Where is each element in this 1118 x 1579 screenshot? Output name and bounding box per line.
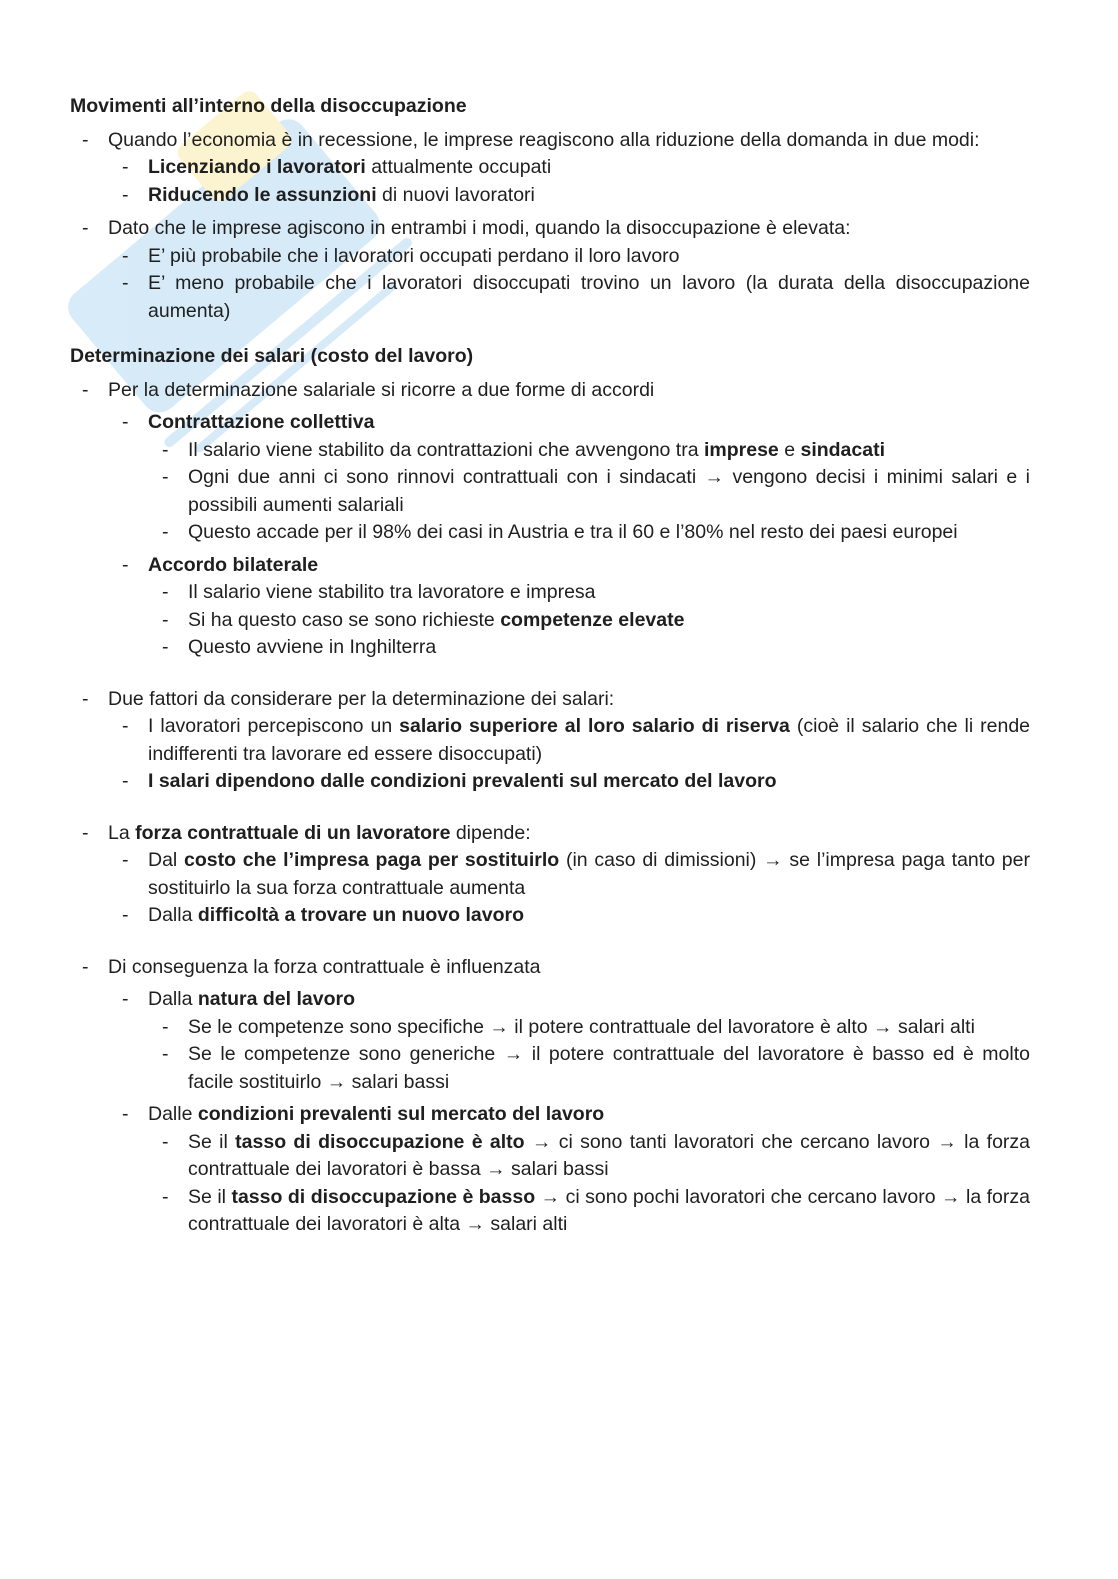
section-heading: Movimenti all’interno della disoccupazione — [70, 95, 467, 117]
item-text: Il salario viene stabilito da contrattazioni che avvengono tra — [188, 438, 704, 461]
item-text: Di conseguenza la forza contrattuale è influenzata — [108, 955, 541, 978]
list-item — [148, 902, 1030, 930]
bold-text: sindacati — [800, 438, 886, 461]
item-text: Se le competenze sono generiche → il potere contrattuale del lavoratore è basso ed è molto facile sostituirlo → salari bassi — [188, 1043, 1030, 1093]
list-item — [188, 579, 1030, 607]
list-item — [148, 1101, 1030, 1239]
bullet-list — [70, 377, 1030, 1239]
list-item — [148, 182, 1030, 210]
section-determinazione — [70, 343, 1030, 1239]
item-text: Il salario viene stabilito tra lavoratore e impresa — [188, 581, 596, 603]
item-text: dipende: — [450, 821, 531, 844]
item-text: Se il — [188, 1185, 232, 1208]
list-item — [108, 686, 1030, 796]
list-item — [188, 464, 1030, 519]
item-text: Due fattori da considerare per la determinazione dei salari: — [108, 687, 615, 710]
list-item — [108, 215, 1030, 325]
list-item — [148, 768, 1030, 796]
bold-text: forza contrattuale di un lavoratore — [135, 821, 451, 844]
list-item — [148, 713, 1030, 768]
document-body — [70, 93, 1030, 1239]
item-text: Se il — [188, 1130, 236, 1153]
bold-text: imprese — [703, 438, 779, 461]
bold-text: Contrattazione collettiva — [148, 411, 375, 433]
sub-list — [108, 154, 1030, 209]
bold-text: difficoltà a trovare un nuovo lavoro — [197, 904, 524, 926]
item-text: Si ha questo caso se sono richieste — [188, 608, 501, 631]
list-item — [148, 552, 1030, 662]
bold-text: natura del lavoro — [197, 988, 355, 1010]
bullet-list — [70, 127, 1030, 326]
list-item — [108, 127, 1030, 210]
item-text: Questo avviene in Inghilterra — [188, 636, 437, 658]
list-item — [188, 607, 1030, 635]
sub-list — [108, 243, 1030, 326]
list-item — [188, 1041, 1030, 1096]
sub-sub-list — [148, 579, 1030, 662]
list-item — [188, 1184, 1030, 1239]
item-text: La — [108, 821, 136, 844]
item-text: Dal — [148, 849, 185, 871]
sub-sub-list — [148, 437, 1030, 547]
item-text: Quando l’economia è in recessione, le imprese reagiscono alla riduzione della domanda in due modi: — [108, 128, 980, 151]
item-text: Ogni due anni ci sono rinnovi contrattuali con i sindacati → vengono decisi i minimi salari e i possibili aumenti salariali — [188, 466, 1030, 516]
item-text: Dalla — [148, 988, 198, 1010]
list-item — [148, 154, 1030, 182]
list-item — [148, 409, 1030, 547]
item-text: I lavoratori percepiscono un — [148, 715, 400, 737]
item-text: Dalle — [148, 1103, 198, 1125]
item-text: (in caso di dimissioni) → se l’impresa paga tanto per sostituirlo la sua forza contrattuale aumenta — [148, 849, 1030, 899]
list-item — [148, 986, 1030, 1096]
bold-text: I salari dipendono dalle condizioni prevalenti sul mercato del lavoro — [148, 770, 777, 792]
section-heading: Determinazione dei salari (costo del lavoro) — [70, 345, 474, 367]
bold-text: costo che l’impresa paga per sostituirlo — [184, 849, 560, 871]
item-text: Dalla — [148, 904, 198, 926]
item-text: → ci sono tanti lavoratori che cercano lavoro → la forza contrattuale dei lavoratori è bassa → salari bassi — [188, 1130, 1030, 1180]
bold-text: competenze elevate — [500, 608, 685, 631]
sub-list — [108, 986, 1030, 1239]
item-text: attualmente occupati — [365, 156, 552, 178]
list-item — [148, 243, 1030, 271]
item-text: E’ più probabile che i lavoratori occupati perdano il loro lavoro — [148, 244, 680, 267]
list-item — [108, 954, 1030, 1239]
bold-text: Licenziando i lavoratori — [148, 156, 366, 178]
sub-list — [108, 409, 1030, 662]
item-text: e — [778, 438, 801, 461]
sub-sub-list — [148, 1129, 1030, 1239]
item-text: di nuovi lavoratori — [376, 183, 535, 206]
list-item — [108, 820, 1030, 930]
section-movimenti — [70, 93, 1030, 325]
item-text: → ci sono pochi lavoratori che cercano lavoro → la forza contrattuale dei lavoratori è alta → salari alti — [188, 1185, 1030, 1235]
sub-list — [108, 713, 1030, 796]
bold-text: tasso di disoccupazione è alto — [235, 1130, 525, 1153]
bold-text: tasso di disoccupazione è basso — [231, 1185, 536, 1208]
bold-text: salario superiore al loro salario di riserva — [399, 715, 790, 737]
item-text: Per la determinazione salariale si ricorre a due forme di accordi — [108, 378, 655, 401]
sub-sub-list — [148, 1014, 1030, 1097]
list-item — [188, 1129, 1030, 1184]
item-text: E’ meno probabile che i lavoratori disoccupati trovino un lavoro (la durata della disoccupazione aumenta) — [148, 272, 1030, 322]
bold-text: condizioni prevalenti sul mercato del lavoro — [197, 1103, 605, 1125]
list-item — [108, 377, 1030, 662]
list-item — [148, 847, 1030, 902]
list-item — [188, 1014, 1030, 1042]
item-text: (cioè il salario che li rende indifferenti tra lavorare ed essere disoccupati) — [148, 715, 1031, 765]
bold-text: Riducendo le assunzioni — [148, 183, 377, 206]
list-item — [148, 270, 1030, 325]
list-item — [188, 634, 1030, 662]
item-text: Questo accade per il 98% dei casi in Austria e tra il 60 e l’80% nel resto dei paesi europei — [188, 521, 958, 543]
item-text: Dato che le imprese agiscono in entrambi i modi, quando la disoccupazione è elevata: — [108, 217, 851, 239]
list-item — [188, 519, 1030, 547]
bold-text: Accordo bilaterale — [148, 553, 319, 576]
item-text: Se le competenze sono specifiche → il potere contrattuale del lavoratore è alto → salari alti — [188, 1015, 975, 1038]
sub-list — [108, 847, 1030, 930]
list-item — [188, 437, 1030, 465]
